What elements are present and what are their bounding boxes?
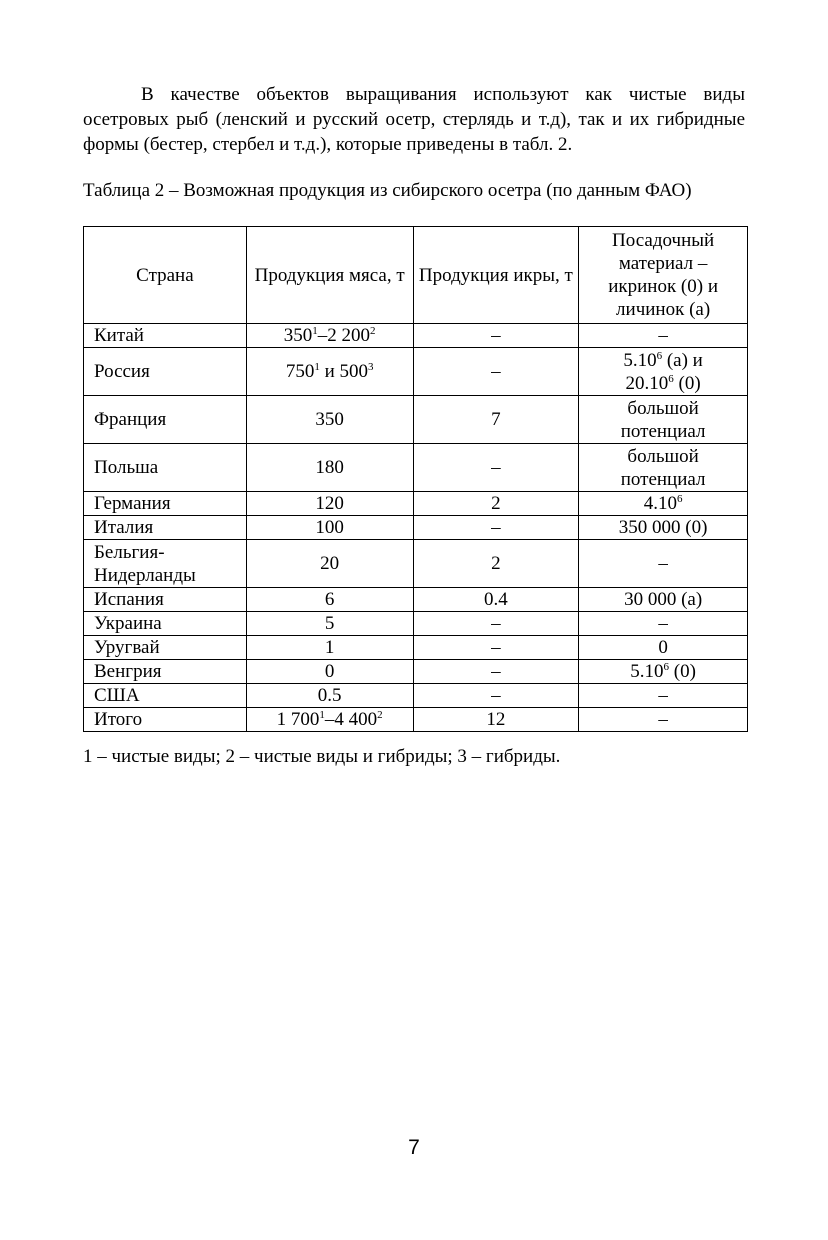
meat-cell: 20 [246, 540, 413, 588]
country-cell: Уругвай [84, 636, 247, 660]
seed-cell: – [579, 708, 748, 732]
caviar-cell: 0.4 [413, 588, 579, 612]
caviar-cell: – [413, 612, 579, 636]
country-cell: Польша [84, 444, 247, 492]
meat-cell: $350^1-2$ $200^2$ [246, 324, 413, 348]
meat-cell: 1 $700^1-4$ $400^2$ [246, 708, 413, 732]
country-cell: Германия [84, 492, 247, 516]
table-row [84, 348, 748, 396]
caviar-cell: 7 [413, 396, 579, 444]
seed-cell: – [579, 684, 748, 708]
meat-cell: 0.5 [246, 684, 413, 708]
caviar-cell: 2 [413, 540, 579, 588]
header-caviar: Продукция икры, т [413, 227, 579, 324]
table-total-row [84, 708, 748, 732]
country-cell: Китай [84, 324, 247, 348]
country-cell: Бельгия-Нидерланды [84, 540, 247, 588]
seed-cell: 30 000 (а) [579, 588, 748, 612]
meat-cell: 120 [246, 492, 413, 516]
table-header-row [84, 227, 748, 324]
meat-cell: 0 [246, 660, 413, 684]
caviar-cell: – [413, 684, 579, 708]
country-cell: Испания [84, 588, 247, 612]
table-row [84, 684, 748, 708]
caviar-cell: 12 [413, 708, 579, 732]
caviar-cell: – [413, 444, 579, 492]
caviar-cell: – [413, 324, 579, 348]
meat-cell: 100 [246, 516, 413, 540]
caviar-cell: 2 [413, 492, 579, 516]
table-row [84, 612, 748, 636]
table-row [84, 588, 748, 612]
seed-cell: 5.10$^6$ (а) и 20.10$^6$ (0) [579, 348, 748, 396]
seed-cell: 4.10$^6$ [579, 492, 748, 516]
meat-cell: 350 [246, 396, 413, 444]
table-row [84, 516, 748, 540]
seed-cell: – [579, 612, 748, 636]
page-number: 7 [408, 1136, 420, 1159]
caviar-cell: – [413, 636, 579, 660]
meat-cell: $750^1$ и $500^3$ [246, 348, 413, 396]
country-cell: Украина [84, 612, 247, 636]
production-table [83, 226, 748, 732]
country-cell: Франция [84, 396, 247, 444]
body-paragraph [83, 82, 745, 157]
country-cell: Венгрия [84, 660, 247, 684]
seed-cell: 5.10$^6$ (0) [579, 660, 748, 684]
meat-cell: 5 [246, 612, 413, 636]
seed-cell: – [579, 324, 748, 348]
header-country: Страна [84, 227, 247, 324]
meat-cell: 6 [246, 588, 413, 612]
seed-cell: 350 000 (0) [579, 516, 748, 540]
seed-cell: – [579, 540, 748, 588]
table-row [84, 444, 748, 492]
table-row [84, 540, 748, 588]
seed-cell: большой потенциал [579, 444, 748, 492]
header-seed: Посадочный материал – икринок (0) и личинок (а) [579, 227, 748, 324]
meat-cell: 1 [246, 636, 413, 660]
country-cell: США [84, 684, 247, 708]
table-row [84, 396, 748, 444]
country-cell: Россия [84, 348, 247, 396]
table-row [84, 660, 748, 684]
paragraph-text: В качестве объектов выращивания используют как чистые виды осетровых рыб (ленский и русский осетр, стерлядь и т.д), так и их гибридные формы (бестер, стербел и т.д.), которые приведены в табл. 2. [83, 84, 745, 155]
caviar-cell: – [413, 516, 579, 540]
caviar-cell: – [413, 660, 579, 684]
table-row [84, 492, 748, 516]
table-footnote: 1 – чистые виды; 2 – чистые виды и гибриды; 3 – гибриды. [83, 746, 561, 767]
seed-cell: большой потенциал [579, 396, 748, 444]
table-caption: Таблица 2 – Возможная продукция из сибирского осетра (по данным ФАО) [83, 180, 692, 201]
seed-cell: 0 [579, 636, 748, 660]
header-meat: Продукция мяса, т [246, 227, 413, 324]
meat-cell: 180 [246, 444, 413, 492]
country-cell: Италия [84, 516, 247, 540]
caviar-cell: – [413, 348, 579, 396]
table-row [84, 636, 748, 660]
table-row [84, 324, 748, 348]
country-cell: Итого [84, 708, 247, 732]
